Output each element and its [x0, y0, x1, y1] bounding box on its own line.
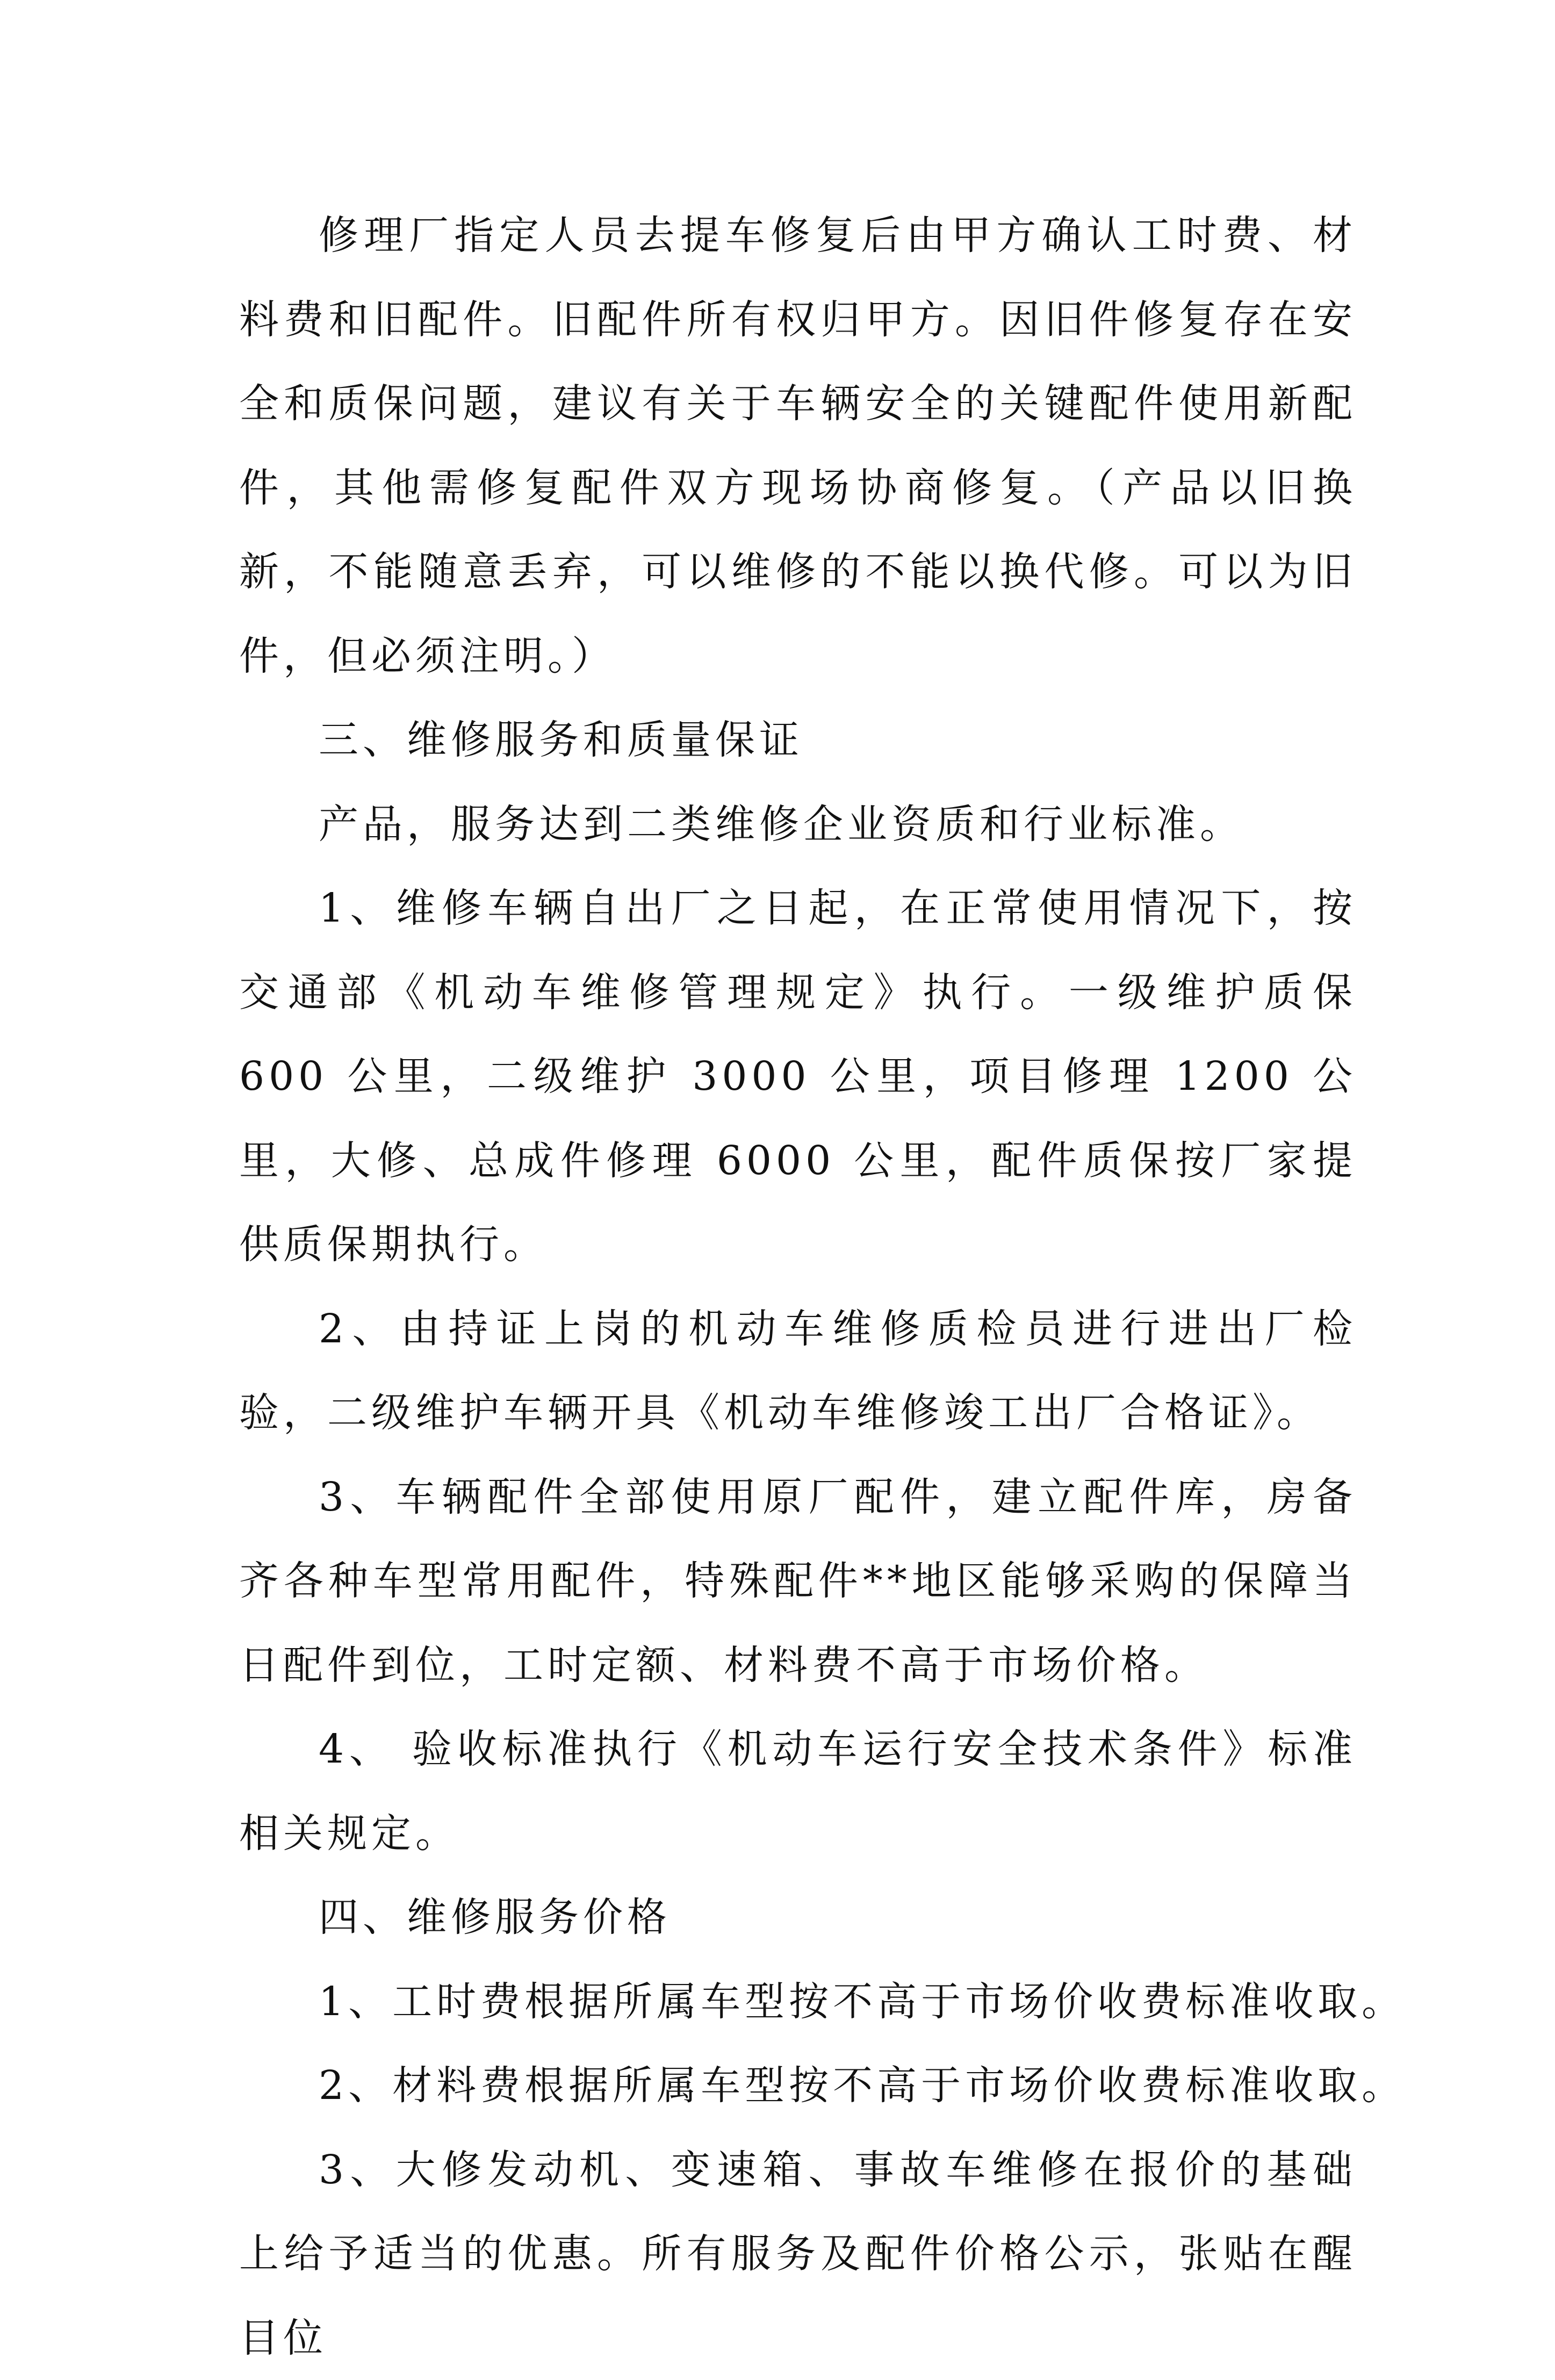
document-body [239, 193, 1357, 2380]
paragraph-labor-fee: 1、工时费根据所属车型按不高于市场价收费标准收取。 [239, 1960, 1357, 2044]
paragraph-original-parts: 3、车辆配件全部使用原厂配件，建立配件库，房备齐各种车型常用配件，特殊配件**地区能够采购的保障当日配件到位，工时定额、材料费不高于市场价格。 [239, 1455, 1357, 1708]
paragraph-inspection: 2、由持证上岗的机动车维修质检员进行进出厂检验，二级维护车辆开具《机动车维修竣工出厂合格证》。 [239, 1287, 1357, 1455]
paragraph-old-parts: 修理厂指定人员去提车修复后由甲方确认工时费、材料费和旧配件。旧配件所有权归甲方。因旧件修复存在安全和质保问题，建议有关于车辆安全的关键配件使用新配件，其他需修复配件双方现场协商修复。（产品以旧换新，不能随意丢弃，可以维修的不能以换代修。可以为旧件，但必须注明。） [239, 193, 1357, 698]
paragraph-overhaul-discount: 3、大修发动机、变速箱、事故车维修在报价的基础上给予适当的优惠。所有服务及配件价格公示，张贴在醒目位 [239, 2128, 1357, 2380]
paragraph-qualification: 产品，服务达到二类维修企业资质和行业标准。 [239, 782, 1357, 867]
section-heading-service-price: 四、维修服务价格 [239, 1875, 1357, 1960]
paragraph-material-fee: 2、材料费根据所属车型按不高于市场价收费标准收取。 [239, 2044, 1357, 2128]
paragraph-warranty-mileage: 1、维修车辆自出厂之日起，在正常使用情况下，按交通部《机动车维修管理规定》执行。一级维护质保 600 公里，二级维护 3000 公里，项目修理 1200 公里，大修、总成件修理 6000 公里，配件质保按厂家提供质保期执行。 [239, 866, 1357, 1287]
paragraph-acceptance-standard: 4、 验收标准执行《机动车运行安全技术条件》标准相关规定。 [239, 1707, 1357, 1875]
section-heading-service-quality: 三、维修服务和质量保证 [239, 698, 1357, 782]
